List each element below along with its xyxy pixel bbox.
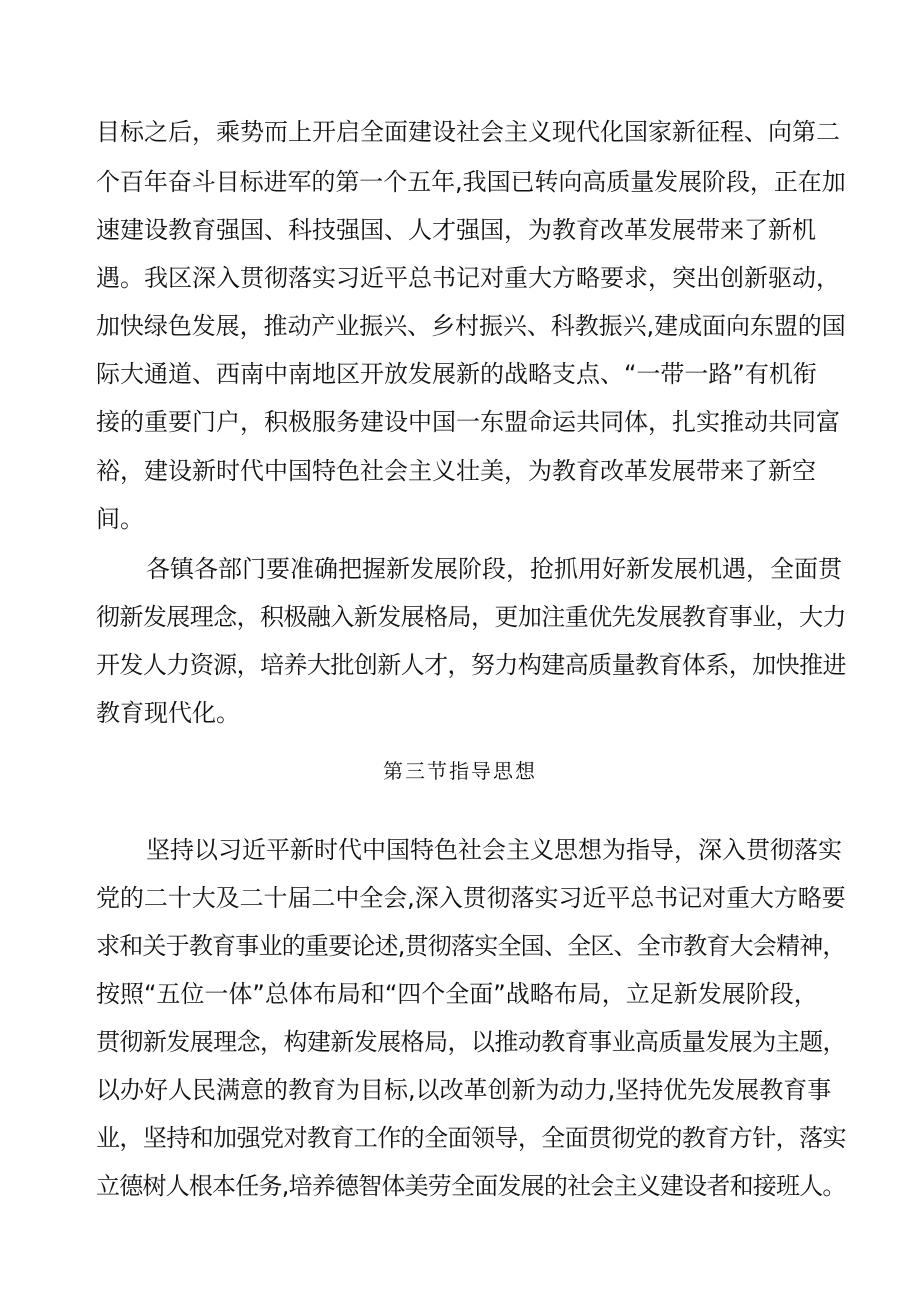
section-heading: 第三节指导思想	[383, 759, 537, 783]
paragraph-line: 个百年奋斗目标进军的第一个五年,我国已转向高质量发展阶段，正在加	[96, 168, 846, 196]
paragraph-line: 遇。我区深入贯彻落实习近平总书记对重大方略要求，突出创新驱动，	[96, 264, 840, 292]
paragraph-line: 各镇各部门要准确把握新发展阶段，抢抓用好新发展机遇，全面贯	[146, 555, 842, 583]
paragraph-line: 立德树人根本任务,培养德智体美劳全面发展的社会主义建设者和接班人。	[96, 1172, 846, 1200]
paragraph-line: 彻新发展理念，积极融入新发展格局，更加注重优先发展教育事业，大力	[96, 603, 846, 631]
paragraph-line: 际大通道、西南中南地区开放发展新的战略支点、“一带一路”有机衔	[96, 360, 817, 388]
paragraph-line: 裕，建设新时代中国特色社会主义壮美，为教育改革发展带来了新空	[96, 457, 816, 485]
paragraph-line: 业，坚持和加强党对教育工作的全面领导，全面贯彻党的教育方针，落实	[96, 1124, 846, 1152]
paragraph-line: 贯彻新发展理念，构建新发展格局，以推动教育事业高质量发展为主题，	[96, 1028, 846, 1056]
paragraph-line: 求和关于教育事业的重要论述,贯彻落实全国、全区、全市教育大会精神，	[96, 932, 846, 960]
paragraph-line: 坚持以习近平新时代中国特色社会主义思想为指导，深入贯彻落实	[146, 836, 842, 864]
paragraph-line: 按照“五位一体”总体布局和“四个全面”战略布局，立足新发展阶段，	[96, 980, 818, 1008]
paragraph-line: 教育现代化。	[96, 699, 240, 727]
paragraph-line: 党的二十大及二十届二中全会,深入贯彻落实习近平总书记对重大方略要	[96, 884, 846, 912]
paragraph-line: 目标之后，乘势而上开启全面建设社会主义现代化国家新征程、向第二	[96, 118, 840, 146]
paragraph-line: 开发人力资源，培养大批创新人才，努力构建高质量教育体系，加快推进	[96, 651, 846, 679]
paragraph-line: 接的重要门户，积极服务建设中国一东盟命运共同体，扎实推动共同富	[96, 408, 840, 436]
paragraph-line: 速建设教育强国、科技强国、人才强国，为教育改革发展带来了新机	[96, 216, 816, 244]
paragraph-line: 以办好人民满意的教育为目标,以改革创新为动力,坚持优先发展教育事	[96, 1076, 832, 1104]
paragraph-line: 间。	[96, 505, 144, 533]
paragraph-line: 加快绿色发展，推动产业振兴、乡村振兴、科教振兴,建成面向东盟的国	[96, 312, 846, 340]
